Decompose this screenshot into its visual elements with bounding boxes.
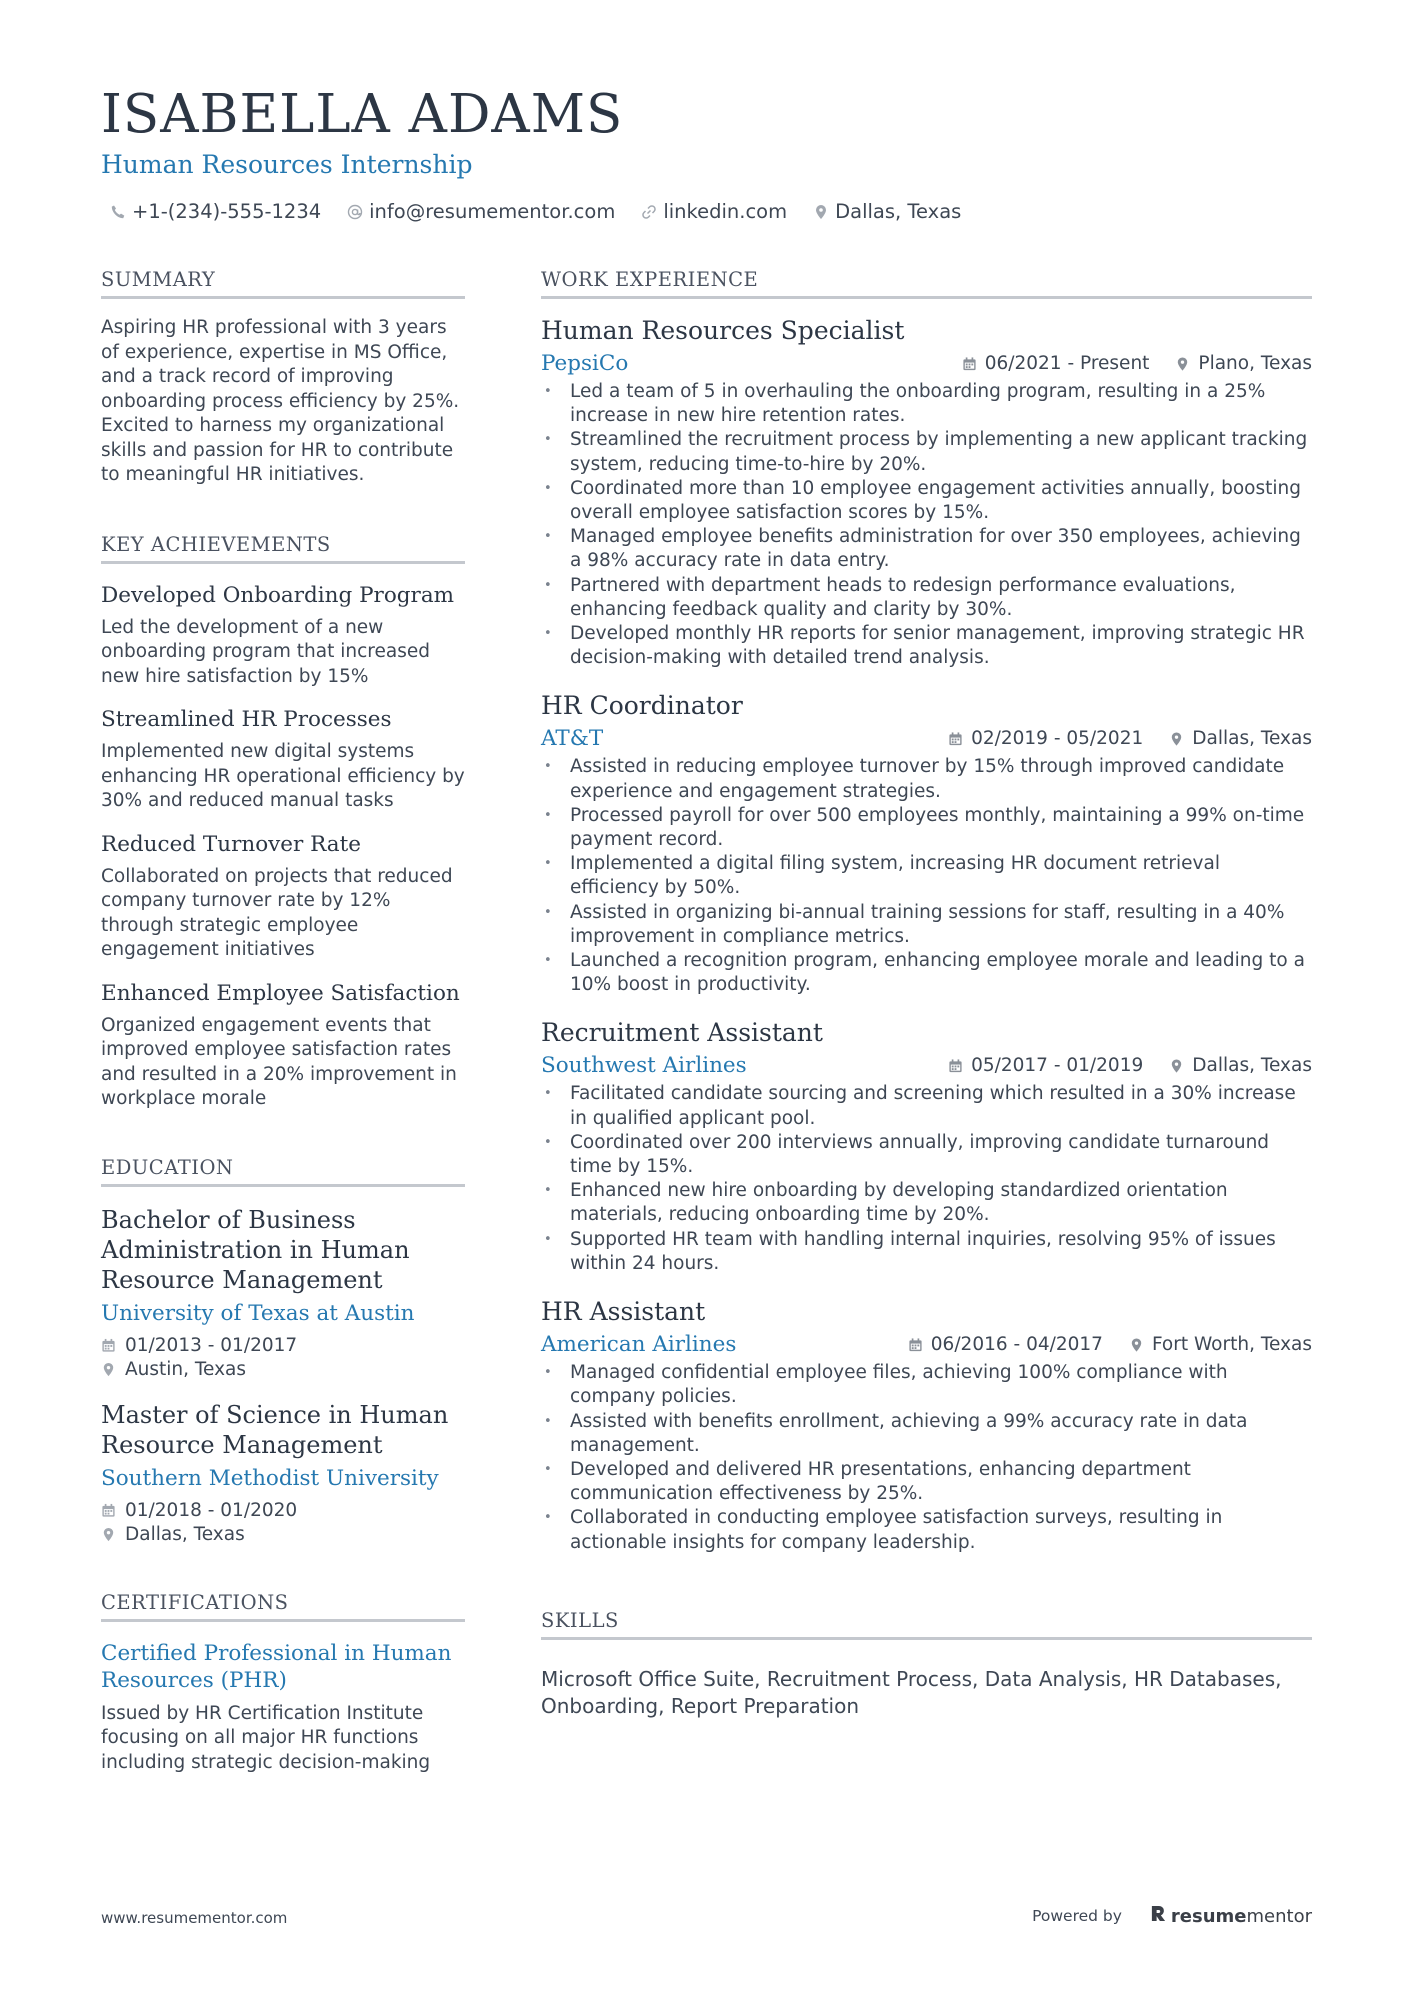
job-entry bbox=[541, 1017, 1312, 1276]
job-company: American Airlines bbox=[541, 1332, 737, 1358]
list-item: • Led a team of 5 in overhauling the onboarding program, resulting in a 25% increase in new hire retention rates. bbox=[541, 380, 1312, 428]
map-pin-icon bbox=[1129, 1337, 1144, 1353]
achievement-text: Implemented new digital systems enhancing HR operational efficiency by 30% and reduced manual tasks bbox=[101, 741, 465, 811]
list-item: • Streamlined the recruitment process by implementing a new applicant tracking system, reducing time-to-hire by 20%. bbox=[541, 428, 1312, 476]
calendar-icon bbox=[948, 731, 963, 747]
job-entry bbox=[541, 315, 1312, 670]
right-column bbox=[541, 268, 1312, 1720]
achievement-title: Enhanced Employee Satisfaction bbox=[101, 980, 460, 1006]
list-item: • Collaborated in conducting employee satisfaction surveys, resulting in actionable insights for company leadership. bbox=[541, 1506, 1312, 1554]
job-meta bbox=[962, 353, 1312, 374]
list-item: • Assisted in organizing bi-annual training sessions for staff, resulting in a 40% improvement in compliance metrics. bbox=[541, 901, 1312, 949]
job-entry bbox=[541, 1296, 1312, 1555]
job-entry bbox=[541, 690, 1312, 997]
experience-section bbox=[541, 268, 1312, 1555]
certification-text: Issued by HR Certification Institute focusing on all major HR functions including strategic decision-making bbox=[101, 1702, 431, 1773]
certifications-heading: CERTIFICATIONS bbox=[101, 1591, 465, 1622]
job-location: Plano, Texas bbox=[1175, 353, 1312, 374]
map-pin-icon bbox=[1175, 356, 1190, 372]
job-company: Southwest Airlines bbox=[541, 1053, 747, 1079]
certification-name: Certified Professional in Human Resources (PHR) bbox=[101, 1640, 452, 1693]
contact-linkedin[interactable] bbox=[641, 200, 787, 223]
certification-item bbox=[101, 1640, 465, 1776]
education-dates: 01/2018 - 01/2020 bbox=[101, 1499, 465, 1523]
phone-text: +1-(234)-555-1234 bbox=[132, 200, 322, 223]
education-location: Austin, Texas bbox=[101, 1358, 465, 1382]
job-title: HR Coordinator bbox=[541, 691, 743, 721]
achievements-heading: KEY ACHIEVEMENTS bbox=[101, 533, 465, 564]
resumementor-logo-icon bbox=[1150, 1904, 1167, 1928]
skills-section bbox=[541, 1609, 1312, 1720]
contact-email[interactable] bbox=[347, 200, 615, 223]
phone-icon bbox=[110, 204, 126, 220]
job-dates: 05/2017 - 01/2019 bbox=[948, 1055, 1143, 1076]
job-title: Human Resources Specialist bbox=[541, 316, 905, 345]
contact-phone bbox=[110, 200, 321, 223]
map-pin-icon bbox=[1169, 1058, 1184, 1074]
job-location: Dallas, Texas bbox=[1169, 728, 1312, 749]
at-sign-icon bbox=[347, 204, 363, 220]
job-subheader bbox=[541, 1332, 1312, 1357]
calendar-icon bbox=[948, 1058, 963, 1074]
powered-by-text: Powered by bbox=[1032, 1907, 1122, 1925]
experience-heading: WORK EXPERIENCE bbox=[541, 268, 1312, 299]
linkedin-text: linkedin.com bbox=[663, 200, 788, 223]
job-bullets bbox=[541, 380, 1312, 670]
education-degree: Bachelor of Business Administration in Human Resource Management bbox=[101, 1205, 410, 1294]
job-bullets bbox=[541, 1082, 1312, 1276]
contact-bar bbox=[110, 200, 961, 223]
summary-text: Aspiring HR professional with 3 years of experience, expertise in MS Office, and a track record of improving onboarding process efficiency by 25%. Excited to harness my organizational skills and passion for HR to contribute to meaningful HR initiatives. bbox=[101, 317, 460, 485]
email-text: info@resumementor.com bbox=[369, 200, 616, 223]
job-bullets bbox=[541, 755, 1312, 997]
link-icon bbox=[641, 204, 657, 220]
footer-website[interactable]: www.resumementor.com bbox=[101, 1909, 288, 1927]
brand-logo[interactable] bbox=[1150, 1904, 1312, 1928]
job-target-title: Human Resources Internship bbox=[101, 150, 473, 179]
list-item: • Processed payroll for over 500 employees monthly, maintaining a 99% on-time payment record. bbox=[541, 804, 1312, 852]
list-item: • Enhanced new hire onboarding by developing standardized orientation materials, reducing onboarding time by 20%. bbox=[541, 1179, 1312, 1227]
list-item: • Partnered with department heads to redesign performance evaluations, enhancing feedback quality and clarity by 30%. bbox=[541, 574, 1312, 622]
achievements-section bbox=[101, 533, 465, 1112]
job-meta bbox=[948, 1055, 1312, 1076]
skills-heading: SKILLS bbox=[541, 1609, 1312, 1640]
achievement-text: Collaborated on projects that reduced company turnover rate by 12% through strategic employee engagement initiatives bbox=[101, 865, 453, 960]
map-pin-icon bbox=[813, 204, 829, 220]
achievement-text: Led the development of a new onboarding program that increased new hire satisfaction by 15% bbox=[101, 616, 430, 687]
achievement-item bbox=[101, 980, 465, 1112]
education-item bbox=[101, 1205, 465, 1382]
job-meta bbox=[948, 728, 1312, 749]
list-item: • Developed and delivered HR presentations, enhancing department communication effectiveness by 25%. bbox=[541, 1458, 1312, 1506]
map-pin-icon bbox=[101, 1527, 116, 1542]
education-item bbox=[101, 1400, 465, 1547]
education-degree: Master of Science in Human Resource Management bbox=[101, 1400, 449, 1459]
calendar-icon bbox=[101, 1338, 116, 1353]
education-school: University of Texas at Austin bbox=[101, 1300, 415, 1326]
achievement-title: Developed Onboarding Program bbox=[101, 582, 455, 608]
job-subheader bbox=[541, 351, 1312, 376]
calendar-icon bbox=[962, 356, 977, 372]
list-item: • Developed monthly HR reports for senior management, improving strategic HR decision-making with detailed trend analysis. bbox=[541, 622, 1312, 670]
job-dates: 06/2016 - 04/2017 bbox=[908, 1334, 1103, 1355]
brand-light: mentor bbox=[1246, 1905, 1312, 1927]
location-text: Dallas, Texas bbox=[835, 200, 962, 223]
achievement-item bbox=[101, 831, 465, 963]
achievement-title: Reduced Turnover Rate bbox=[101, 831, 361, 857]
job-meta bbox=[908, 1334, 1312, 1355]
job-dates: 02/2019 - 05/2021 bbox=[948, 728, 1143, 749]
achievement-item bbox=[101, 582, 465, 690]
job-subheader bbox=[541, 726, 1312, 751]
job-location: Dallas, Texas bbox=[1169, 1055, 1312, 1076]
education-heading: EDUCATION bbox=[101, 1156, 465, 1187]
job-title: HR Assistant bbox=[541, 1297, 706, 1327]
list-item: • Supported HR team with handling internal inquiries, resolving 95% of issues within 24 hours. bbox=[541, 1228, 1312, 1276]
achievement-item bbox=[101, 706, 465, 814]
list-item: • Implemented a digital filing system, increasing HR document retrieval efficiency by 50%. bbox=[541, 852, 1312, 900]
education-dates: 01/2013 - 01/2017 bbox=[101, 1334, 465, 1358]
job-company: PepsiCo bbox=[541, 351, 629, 376]
education-location: Dallas, Texas bbox=[101, 1523, 465, 1547]
calendar-icon bbox=[908, 1337, 923, 1353]
map-pin-icon bbox=[1169, 731, 1184, 747]
list-item: • Assisted with benefits enrollment, achieving a 99% accuracy rate in data management. bbox=[541, 1410, 1312, 1458]
contact-location bbox=[813, 200, 961, 223]
job-company: AT&T bbox=[541, 726, 604, 752]
list-item: • Managed employee benefits administration for over 350 employees, achieving a 98% accuracy rate in data entry. bbox=[541, 525, 1312, 573]
left-column bbox=[101, 268, 465, 1775]
map-pin-icon bbox=[101, 1362, 116, 1377]
job-dates: 06/2021 - Present bbox=[962, 353, 1150, 374]
education-section bbox=[101, 1156, 465, 1547]
list-item: • Launched a recognition program, enhancing employee morale and leading to a 10% boost in productivity. bbox=[541, 949, 1312, 997]
summary-heading: SUMMARY bbox=[101, 268, 465, 299]
job-title: Recruitment Assistant bbox=[541, 1018, 823, 1048]
job-bullets bbox=[541, 1361, 1312, 1555]
achievement-text: Organized engagement events that improved employee satisfaction rates and resulted in a 20% improvement in workplace morale bbox=[101, 1014, 457, 1109]
education-school: Southern Methodist University bbox=[101, 1465, 439, 1491]
job-location: Fort Worth, Texas bbox=[1129, 1334, 1312, 1355]
certifications-section bbox=[101, 1591, 465, 1776]
list-item: • Facilitated candidate sourcing and screening which resulted in a 30% increase in qualified applicant pool. bbox=[541, 1082, 1312, 1130]
calendar-icon bbox=[101, 1503, 116, 1518]
candidate-name: ISABELLA ADAMS bbox=[101, 84, 624, 145]
achievement-title: Streamlined HR Processes bbox=[101, 707, 392, 732]
job-subheader bbox=[541, 1053, 1312, 1078]
list-item: • Coordinated over 200 interviews annually, improving candidate turnaround time by 15%. bbox=[541, 1131, 1312, 1179]
list-item: • Managed confidential employee files, achieving 100% compliance with company policies. bbox=[541, 1361, 1312, 1409]
brand-bold: resume bbox=[1170, 1905, 1247, 1927]
list-item: • Assisted in reducing employee turnover by 15% through improved candidate experience and engagement strategies. bbox=[541, 755, 1312, 803]
footer-branding bbox=[1032, 1904, 1312, 1928]
skills-text: Microsoft Office Suite, Recruitment Process, Data Analysis, HR Databases, Onboarding, Report Preparation bbox=[541, 1666, 1282, 1718]
list-item: • Coordinated more than 10 employee engagement activities annually, boosting overall employee satisfaction scores by 15%. bbox=[541, 477, 1312, 525]
summary-section bbox=[101, 268, 465, 488]
